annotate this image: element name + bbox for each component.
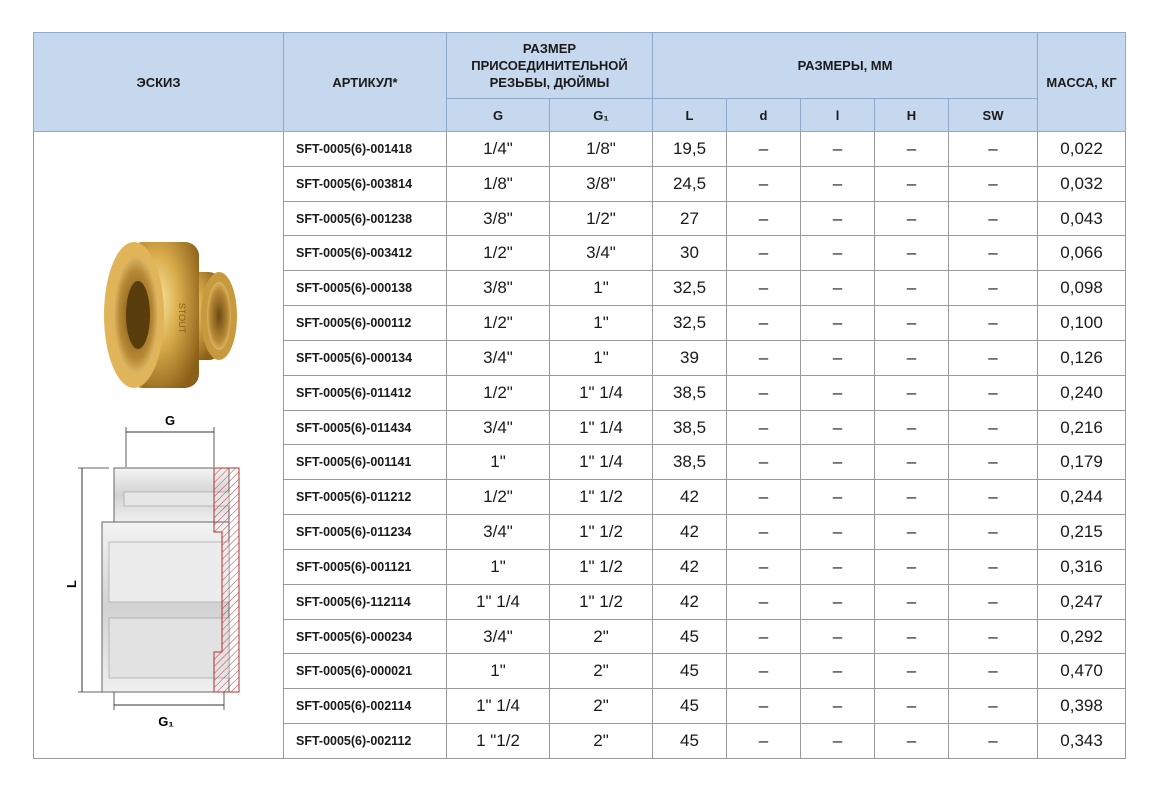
cell-sw: – <box>949 619 1038 654</box>
cell-mass: 0,470 <box>1038 654 1126 689</box>
cell-d: – <box>727 201 801 236</box>
header-g1: G₁ <box>550 99 653 132</box>
cell-l: 30 <box>653 236 727 271</box>
cell-l: – <box>801 654 875 689</box>
cell-h: – <box>875 445 949 480</box>
cell-d: – <box>727 480 801 515</box>
cell-g: 1/2" <box>447 306 550 341</box>
cell-l: 42 <box>653 584 727 619</box>
cell-d: – <box>727 445 801 480</box>
cell-d: – <box>727 689 801 724</box>
cell-g: 1/8" <box>447 166 550 201</box>
cell-h: – <box>875 271 949 306</box>
cell-sw: – <box>949 549 1038 584</box>
cell-g1: 2" <box>550 724 653 759</box>
cell-l: 38,5 <box>653 445 727 480</box>
cell-sw: – <box>949 340 1038 375</box>
sku-cell: SFT-0005(6)-001418 <box>284 132 447 167</box>
cell-g1: 3/4" <box>550 236 653 271</box>
table-row <box>34 132 1126 167</box>
cell-sw: – <box>949 306 1038 341</box>
sku-cell: SFT-0005(6)-112114 <box>284 584 447 619</box>
cell-g: 1 "1/2 <box>447 724 550 759</box>
cell-l: 45 <box>653 724 727 759</box>
sku-cell: SFT-0005(6)-011412 <box>284 375 447 410</box>
cell-mass: 0,098 <box>1038 271 1126 306</box>
cell-l: 45 <box>653 619 727 654</box>
cell-d: – <box>727 410 801 445</box>
cell-mass: 0,343 <box>1038 724 1126 759</box>
sku-cell: SFT-0005(6)-003814 <box>284 166 447 201</box>
cell-d: – <box>727 271 801 306</box>
sku-cell: SFT-0005(6)-001141 <box>284 445 447 480</box>
technical-drawing <box>64 413 239 729</box>
cell-h: – <box>875 410 949 445</box>
cell-g1: 1/8" <box>550 132 653 167</box>
cell-sw: – <box>949 201 1038 236</box>
cell-mass: 0,240 <box>1038 375 1126 410</box>
cell-g1: 3/8" <box>550 166 653 201</box>
cell-sw: – <box>949 584 1038 619</box>
cell-l: 38,5 <box>653 410 727 445</box>
cell-h: – <box>875 584 949 619</box>
cell-g: 3/4" <box>447 515 550 550</box>
cell-sw: – <box>949 654 1038 689</box>
cell-d: – <box>727 375 801 410</box>
cell-h: – <box>875 619 949 654</box>
cell-sw: – <box>949 515 1038 550</box>
header-article: АРТИКУЛ* <box>284 33 447 132</box>
dim-label-l: L <box>64 580 79 588</box>
sku-cell: SFT-0005(6)-011234 <box>284 515 447 550</box>
cell-g1: 2" <box>550 619 653 654</box>
cell-sw: – <box>949 445 1038 480</box>
cell-l: 32,5 <box>653 271 727 306</box>
sku-cell: SFT-0005(6)-002114 <box>284 689 447 724</box>
cell-g1: 1" <box>550 271 653 306</box>
cell-g: 3/8" <box>447 201 550 236</box>
cell-g1: 1" 1/2 <box>550 584 653 619</box>
cell-h: – <box>875 724 949 759</box>
cell-g1: 1" 1/2 <box>550 515 653 550</box>
cell-h: – <box>875 689 949 724</box>
cell-h: – <box>875 306 949 341</box>
cell-h: – <box>875 375 949 410</box>
cell-g1: 1" 1/4 <box>550 445 653 480</box>
cell-l: – <box>801 515 875 550</box>
cell-mass: 0,179 <box>1038 445 1126 480</box>
cell-g: 1" <box>447 654 550 689</box>
dim-label-g: G <box>164 413 176 428</box>
cell-sw: – <box>949 236 1038 271</box>
cell-d: – <box>727 306 801 341</box>
cell-mass: 0,216 <box>1038 410 1126 445</box>
cell-d: – <box>727 340 801 375</box>
cell-g1: 1" 1/4 <box>550 410 653 445</box>
cell-l: 32,5 <box>653 306 727 341</box>
cell-g: 1" <box>447 445 550 480</box>
cell-g: 1" <box>447 549 550 584</box>
cell-l: 45 <box>653 689 727 724</box>
cell-mass: 0,292 <box>1038 619 1126 654</box>
cell-l: – <box>801 445 875 480</box>
cell-g: 1/4" <box>447 132 550 167</box>
cell-mass: 0,398 <box>1038 689 1126 724</box>
cell-h: – <box>875 549 949 584</box>
product-stamp: STOUT <box>177 302 187 334</box>
spec-table <box>33 32 1126 759</box>
header-d: d <box>727 99 801 132</box>
cell-l: – <box>801 236 875 271</box>
sku-cell: SFT-0005(6)-000134 <box>284 340 447 375</box>
cell-sw: – <box>949 132 1038 167</box>
cell-sw: – <box>949 375 1038 410</box>
cell-g: 1/2" <box>447 375 550 410</box>
cell-g: 1" 1/4 <box>447 689 550 724</box>
cell-g: 1/2" <box>447 480 550 515</box>
cell-mass: 0,066 <box>1038 236 1126 271</box>
cell-g1: 1" <box>550 306 653 341</box>
cell-h: – <box>875 166 949 201</box>
cell-sw: – <box>949 271 1038 306</box>
sku-cell: SFT-0005(6)-001238 <box>284 201 447 236</box>
fitting-sketch <box>34 132 284 758</box>
cell-l: – <box>801 306 875 341</box>
cell-l: – <box>801 166 875 201</box>
cell-l: – <box>801 584 875 619</box>
cell-l: 45 <box>653 654 727 689</box>
header-SW: SW <box>949 99 1038 132</box>
header-L: L <box>653 99 727 132</box>
header-sketch: ЭСКИЗ <box>34 33 284 132</box>
cell-g: 3/4" <box>447 619 550 654</box>
cell-d: – <box>727 236 801 271</box>
sku-cell: SFT-0005(6)-001121 <box>284 549 447 584</box>
cell-l: – <box>801 271 875 306</box>
cell-mass: 0,022 <box>1038 132 1126 167</box>
cell-sw: – <box>949 689 1038 724</box>
header-g: G <box>447 99 550 132</box>
header-mass: МАССА, КГ <box>1038 33 1126 132</box>
cell-mass: 0,215 <box>1038 515 1126 550</box>
cell-l: 38,5 <box>653 375 727 410</box>
cell-l: – <box>801 410 875 445</box>
cell-h: – <box>875 201 949 236</box>
cell-d: – <box>727 132 801 167</box>
cell-mass: 0,043 <box>1038 201 1126 236</box>
sku-cell: SFT-0005(6)-002112 <box>284 724 447 759</box>
cell-h: – <box>875 515 949 550</box>
cell-d: – <box>727 619 801 654</box>
cell-d: – <box>727 724 801 759</box>
header-l: l <box>801 99 875 132</box>
table-body <box>34 132 1126 759</box>
cell-sw: – <box>949 166 1038 201</box>
cell-l: 27 <box>653 201 727 236</box>
cell-l: 39 <box>653 340 727 375</box>
cell-l: 19,5 <box>653 132 727 167</box>
sku-cell: SFT-0005(6)-000138 <box>284 271 447 306</box>
cell-sw: – <box>949 410 1038 445</box>
cell-mass: 0,316 <box>1038 549 1126 584</box>
cell-l: – <box>801 480 875 515</box>
cell-l: – <box>801 549 875 584</box>
cell-h: – <box>875 340 949 375</box>
cell-sw: – <box>949 480 1038 515</box>
cell-sw: – <box>949 724 1038 759</box>
sku-cell: SFT-0005(6)-011434 <box>284 410 447 445</box>
cell-mass: 0,247 <box>1038 584 1126 619</box>
cell-l: 42 <box>653 549 727 584</box>
cell-l: – <box>801 132 875 167</box>
sketch-cell <box>34 132 284 759</box>
cell-mass: 0,244 <box>1038 480 1126 515</box>
cell-g1: 2" <box>550 689 653 724</box>
sketch-panel <box>34 132 284 758</box>
cell-d: – <box>727 166 801 201</box>
cell-l: – <box>801 619 875 654</box>
cell-h: – <box>875 654 949 689</box>
cell-l: – <box>801 201 875 236</box>
header-dimensions: РАЗМЕРЫ, ММ <box>653 33 1038 99</box>
sku-cell: SFT-0005(6)-000112 <box>284 306 447 341</box>
cell-g1: 2" <box>550 654 653 689</box>
cell-g: 1/2" <box>447 236 550 271</box>
cell-g: 3/4" <box>447 410 550 445</box>
cell-mass: 0,100 <box>1038 306 1126 341</box>
sku-cell: SFT-0005(6)-003412 <box>284 236 447 271</box>
cell-l: 24,5 <box>653 166 727 201</box>
cell-l: – <box>801 689 875 724</box>
cell-h: – <box>875 480 949 515</box>
cell-l: – <box>801 340 875 375</box>
cell-l: – <box>801 375 875 410</box>
dim-label-g1: G₁ <box>158 714 174 729</box>
sku-cell: SFT-0005(6)-000234 <box>284 619 447 654</box>
cell-d: – <box>727 549 801 584</box>
cell-d: – <box>727 515 801 550</box>
sku-cell: SFT-0005(6)-011212 <box>284 480 447 515</box>
cell-g1: 1" <box>550 340 653 375</box>
header-thread-size: РАЗМЕР ПРИСОЕДИНИТЕЛЬНОЙ РЕЗЬБЫ, ДЮЙМЫ <box>447 33 653 99</box>
header-H: H <box>875 99 949 132</box>
cell-g1: 1/2" <box>550 201 653 236</box>
fitting-photo <box>104 242 237 388</box>
cell-mass: 0,032 <box>1038 166 1126 201</box>
cell-h: – <box>875 236 949 271</box>
cell-l: 42 <box>653 515 727 550</box>
cell-g1: 1" 1/2 <box>550 549 653 584</box>
cell-mass: 0,126 <box>1038 340 1126 375</box>
cell-g1: 1" 1/2 <box>550 480 653 515</box>
cell-g: 3/4" <box>447 340 550 375</box>
cell-l: 42 <box>653 480 727 515</box>
cell-g1: 1" 1/4 <box>550 375 653 410</box>
cell-d: – <box>727 654 801 689</box>
cell-g: 3/8" <box>447 271 550 306</box>
cell-h: – <box>875 132 949 167</box>
cell-l: – <box>801 724 875 759</box>
cell-d: – <box>727 584 801 619</box>
sku-cell: SFT-0005(6)-000021 <box>284 654 447 689</box>
cell-g: 1" 1/4 <box>447 584 550 619</box>
